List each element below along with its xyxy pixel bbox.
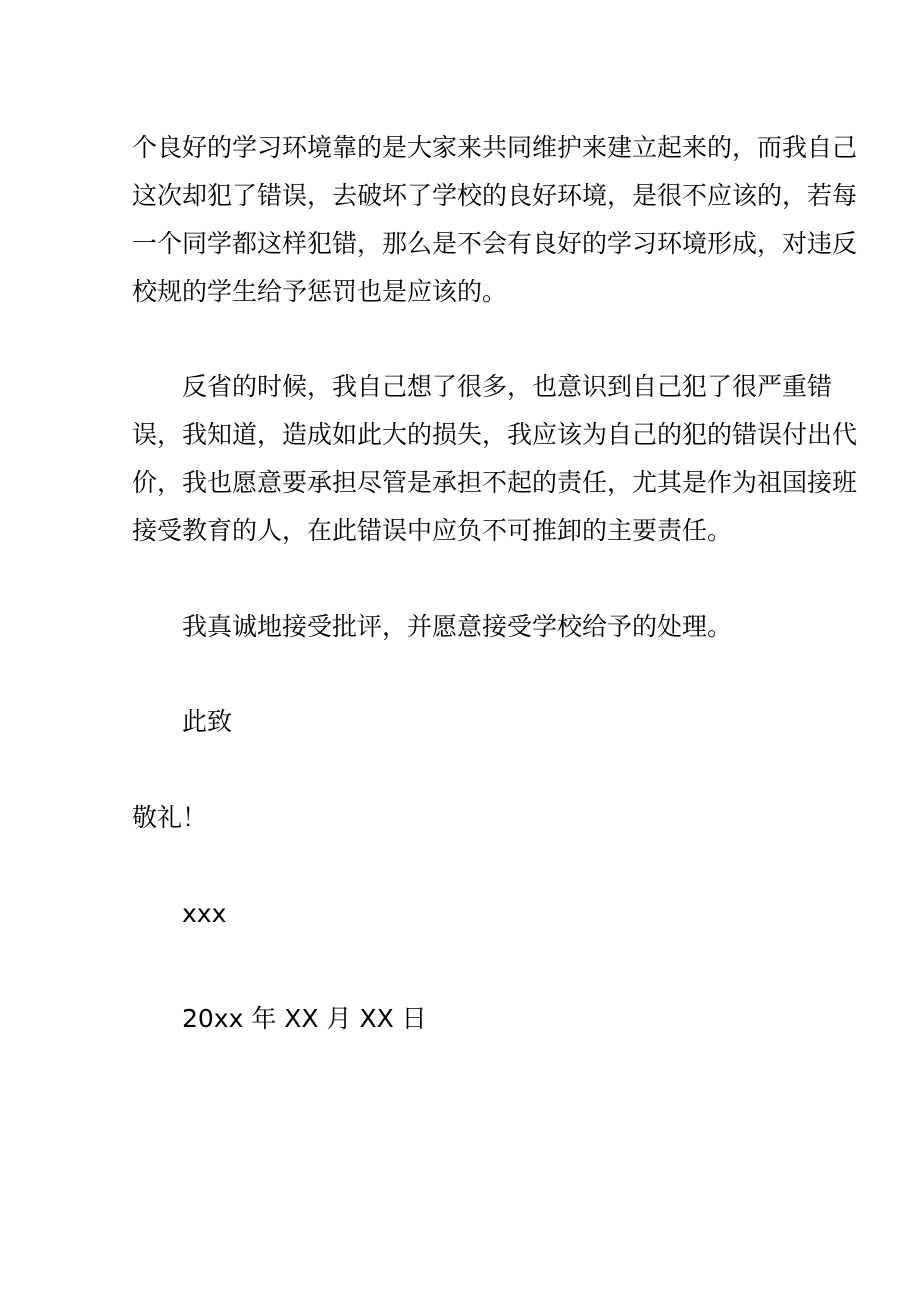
paragraph-2-line-4: 接受教育的人，在此错误中应负不可推卸的主要责任。 [132,516,733,545]
closing-text: 此致 [182,707,233,736]
paragraph-1-line-3: 一个同学都这样犯错，那么是不会有良好的学习环境形成，对违反 [132,229,858,258]
paragraph-3: 我真诚地接受批评，并愿意接受学校给予的处理。 [182,612,733,641]
paragraph-2-line-2: 误，我知道，造成如此大的损失，我应该为自己的犯的错误付出代 [132,420,858,449]
paragraph-1-line-4: 校规的学生给予惩罚也是应该的。 [132,277,508,306]
paragraph-2-line-3: 价，我也愿意要承担尽管是承担不起的责任，尤其是作为祖国接班 [132,468,858,497]
paragraph-1-line-2: 这次却犯了错误，去破坏了学校的良好环境，是很不应该的，若每 [132,181,858,210]
date-line: 20xx 年 XX 月 XX 日 [182,1004,427,1033]
salute-text: 敬礼！ [132,803,208,832]
paragraph-1-line-1: 个良好的学习环境靠的是大家来共同维护来建立起来的，而我自己 [132,133,858,162]
paragraph-2-line-1: 反省的时候，我自己想了很多，也意识到自己犯了很严重错 [182,372,833,401]
signature: xxx [182,899,227,928]
